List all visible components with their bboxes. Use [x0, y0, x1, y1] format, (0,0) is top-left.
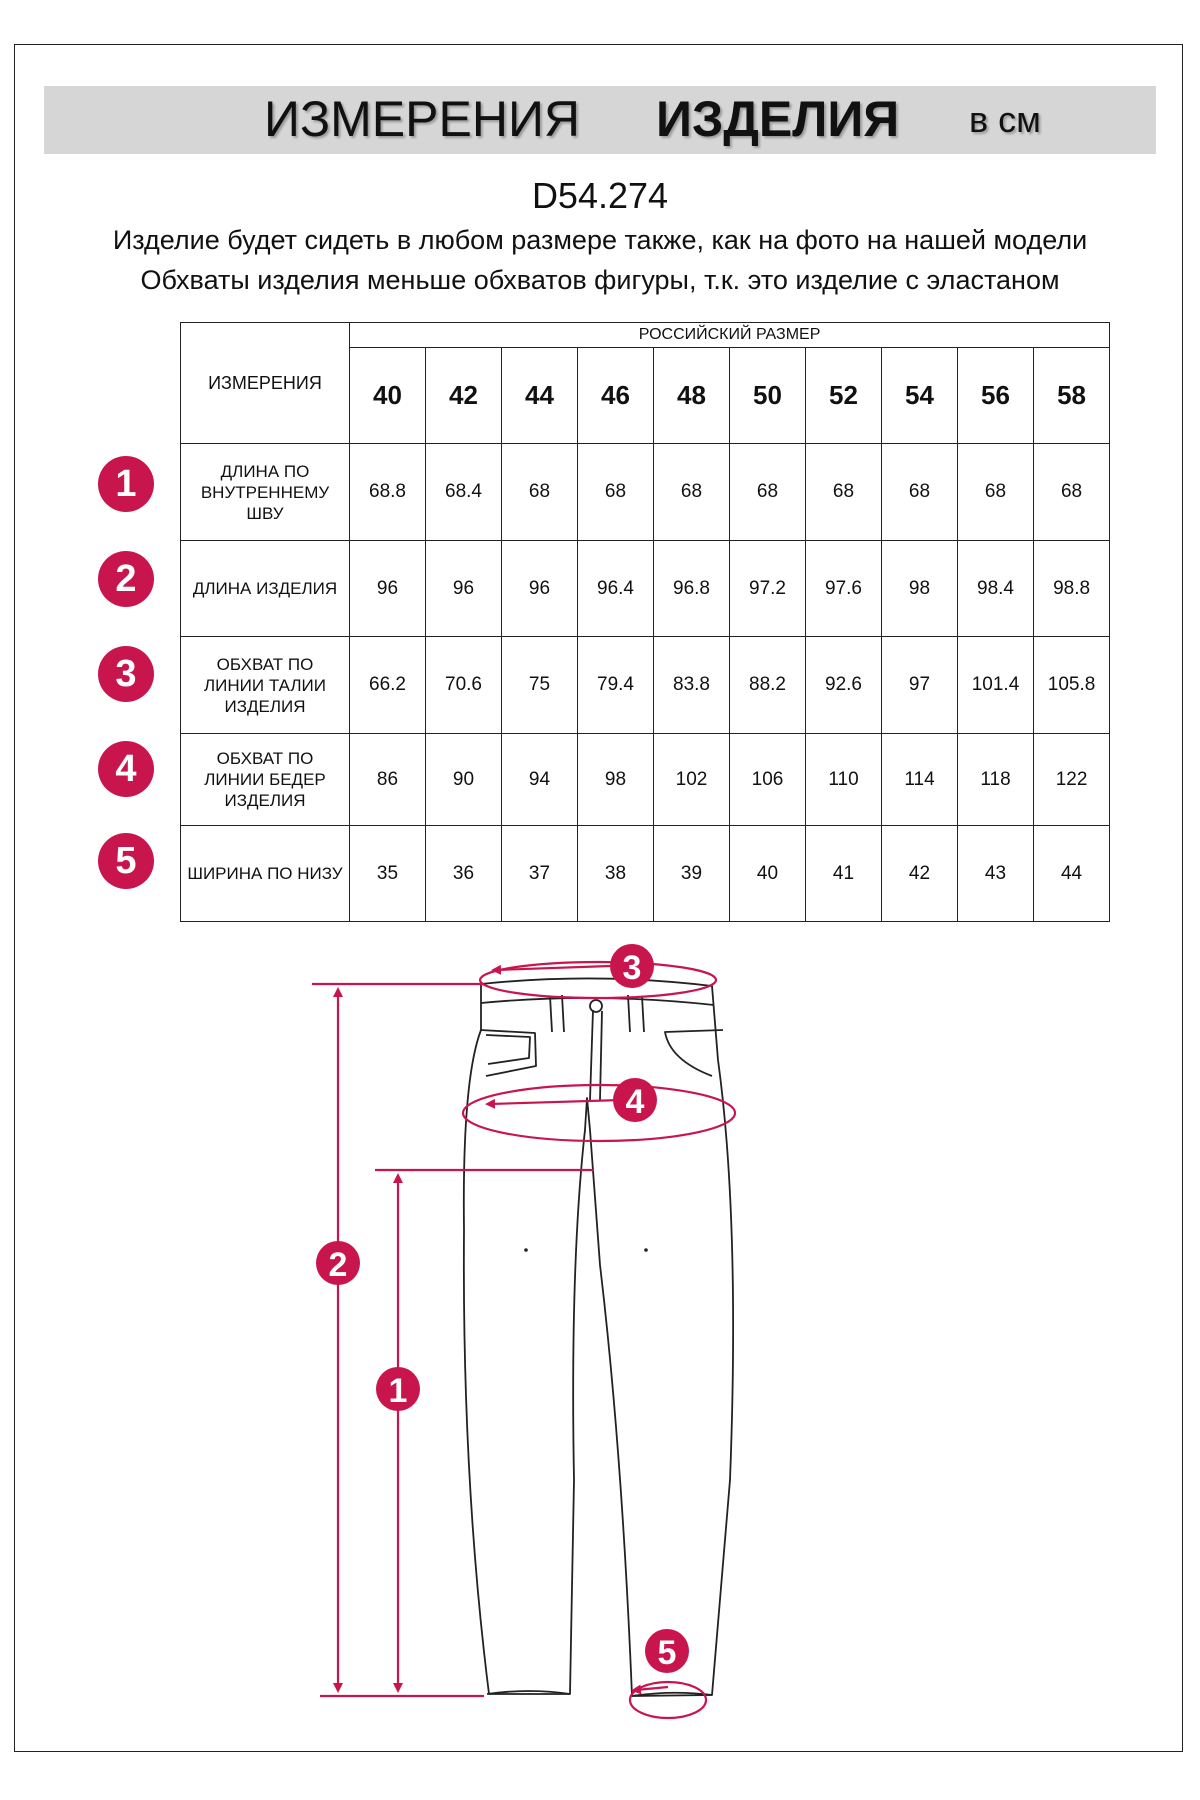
size-group-header: РОССИЙСКИЙ РАЗМЕР [350, 323, 1110, 348]
table-cell: 96.8 [654, 541, 730, 637]
marker-label: 1 [388, 1372, 408, 1410]
table-header-row [181, 323, 1110, 348]
diagram-marker-2 [316, 1241, 360, 1285]
table-cell: 98 [578, 734, 654, 826]
measurement-label: ОБХВАТ ПО ЛИНИИ БЕДЕР ИЗДЕЛИЯ [181, 734, 350, 826]
table-row [181, 734, 1110, 826]
table-cell: 68 [654, 444, 730, 541]
diagram-marker-4 [613, 1078, 657, 1122]
row-number-badge: 2 [98, 551, 154, 607]
size-header: 48 [654, 348, 730, 444]
table-cell: 42 [882, 826, 958, 922]
table-cell: 98.4 [958, 541, 1034, 637]
elastane-note: Обхваты изделия меньше обхватов фигуры, т.к. это изделие с эластаном [140, 265, 1060, 295]
stitch-dot [644, 1248, 648, 1252]
measurement-lines [312, 962, 735, 1718]
table-cell: 114 [882, 734, 958, 826]
table-cell: 68 [882, 444, 958, 541]
table-cell: 44 [1034, 826, 1110, 922]
table-cell: 68.8 [350, 444, 426, 541]
table-cell: 96 [502, 541, 578, 637]
table-cell: 90 [426, 734, 502, 826]
size-header: 54 [882, 348, 958, 444]
table-row [181, 541, 1110, 637]
table-cell: 40 [730, 826, 806, 922]
table-cell: 41 [806, 826, 882, 922]
size-header: 40 [350, 348, 426, 444]
table-cell: 35 [350, 826, 426, 922]
table-cell: 118 [958, 734, 1034, 826]
title-banner [44, 86, 1156, 154]
table-cell: 98.8 [1034, 541, 1110, 637]
row-number-badge: 4 [98, 741, 154, 797]
table-row [181, 444, 1110, 541]
marker-label: 5 [657, 1634, 677, 1672]
table-cell: 66.2 [350, 637, 426, 734]
table-cell: 68 [958, 444, 1034, 541]
row-number-badge: 1 [98, 456, 154, 512]
table-cell: 96.4 [578, 541, 654, 637]
table-cell: 68 [730, 444, 806, 541]
table-cell: 94 [502, 734, 578, 826]
table-cell: 98 [882, 541, 958, 637]
table-cell: 79.4 [578, 637, 654, 734]
size-header: 58 [1034, 348, 1110, 444]
model-code: D54.274 [531, 175, 669, 216]
measurement-label: ШИРИНА ПО НИЗУ [181, 826, 350, 922]
table-cell: 96 [426, 541, 502, 637]
table-cell: 83.8 [654, 637, 730, 734]
measurement-label: ОБХВАТ ПО ЛИНИИ ТАЛИИ ИЗДЕЛИЯ [181, 637, 350, 734]
table-cell: 36 [426, 826, 502, 922]
diagram-marker-3 [610, 944, 654, 988]
measurement-label: ДЛИНА ИЗДЕЛИЯ [181, 541, 350, 637]
size-table [180, 322, 1110, 922]
table-row [181, 637, 1110, 734]
table-cell: 96 [350, 541, 426, 637]
size-header: 52 [806, 348, 882, 444]
measurement-label: ДЛИНА ПО ВНУТРЕННЕМУ ШВУ [181, 444, 350, 541]
row-number-badge: 3 [98, 646, 154, 702]
table-cell: 106 [730, 734, 806, 826]
table-cell: 43 [958, 826, 1034, 922]
title-part-item: ИЗДЕЛИЯ [656, 91, 900, 147]
title-part-measurements: ИЗМЕРЕНИЯ [264, 91, 580, 147]
diagram-marker-1 [376, 1367, 420, 1411]
stitch-dot [524, 1248, 528, 1252]
marker-label: 3 [622, 949, 642, 987]
table-cell: 38 [578, 826, 654, 922]
table-row [181, 826, 1110, 922]
row-number-badge: 5 [98, 833, 154, 889]
measurement-column-header: ИЗМЕРЕНИЯ [181, 323, 350, 444]
table-cell: 92.6 [806, 637, 882, 734]
table-cell: 122 [1034, 734, 1110, 826]
table-cell: 75 [502, 637, 578, 734]
fit-note: Изделие будет сидеть в любом размере также, как на фото на нашей модели [112, 225, 1088, 255]
table-cell: 39 [654, 826, 730, 922]
marker-label: 2 [328, 1246, 348, 1284]
size-header: 56 [958, 348, 1034, 444]
table-cell: 102 [654, 734, 730, 826]
table-cell: 68 [578, 444, 654, 541]
table-cell: 97 [882, 637, 958, 734]
table-cell: 105.8 [1034, 637, 1110, 734]
table-cell: 110 [806, 734, 882, 826]
table-cell: 88.2 [730, 637, 806, 734]
marker-label: 4 [625, 1083, 645, 1121]
table-cell: 97.2 [730, 541, 806, 637]
table-cell: 70.6 [426, 637, 502, 734]
table-cell: 97.6 [806, 541, 882, 637]
table-cell: 37 [502, 826, 578, 922]
size-header: 50 [730, 348, 806, 444]
table-cell: 68.4 [426, 444, 502, 541]
table-cell: 86 [350, 734, 426, 826]
size-header: 42 [426, 348, 502, 444]
size-header: 44 [502, 348, 578, 444]
table-cell: 101.4 [958, 637, 1034, 734]
table-cell: 68 [502, 444, 578, 541]
title-unit: в см [969, 99, 1041, 140]
diagram-marker-5 [645, 1629, 689, 1673]
table-cell: 68 [1034, 444, 1110, 541]
table-cell: 68 [806, 444, 882, 541]
size-header: 46 [578, 348, 654, 444]
jeans-diagram [0, 930, 1200, 1750]
